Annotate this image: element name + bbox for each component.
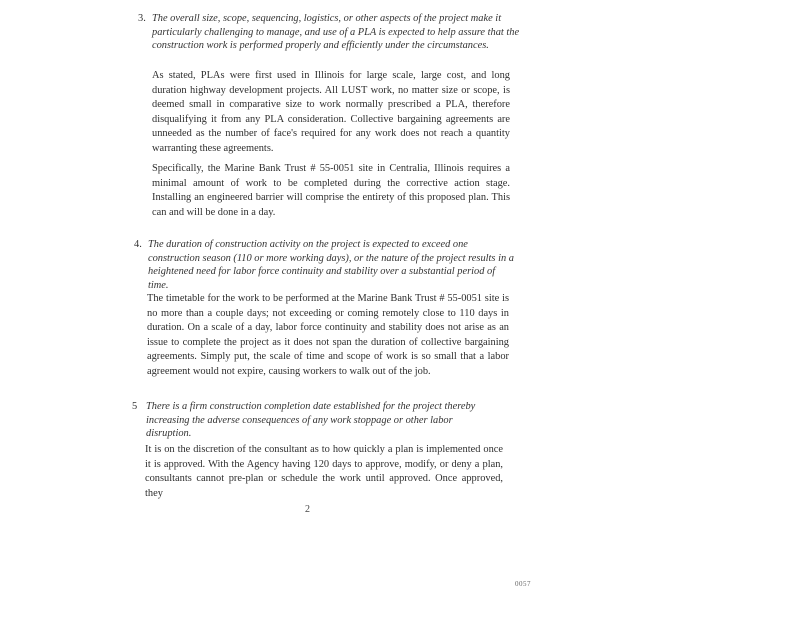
- body-paragraph: As stated, PLAs were first used in Illinois for large scale, large cost, and long duration highway development projects. All LUST work, no matter size or scope, is deemed small in comparative size to work normally prescribed a PLA, therefore disqualifying it from any PLA consideration. Collective bargaining agreements are unneeded as the number of face's required for any work does not reach a quantity warranting these agreements.: [152, 70, 510, 154]
- criterion-item-4: [134, 238, 524, 291]
- item-text: There is a firm construction completion date established for the project thereby increasing the adverse consequences of any work stoppage or other labor disruption.: [146, 401, 476, 440]
- item-text: The duration of construction activity on the project is expected to exceed one construction season (110 or more working days), or the nature of the project results in a heightened need for labor force continuity and stability over a substantial period of time.: [148, 239, 514, 291]
- item-text: The overall size, scope, sequencing, logistics, or other aspects of the project make it particularly challenging to manage, and use of a PLA is expected to help assure that the construction work is performed properly and efficiently under the circumstances.: [152, 13, 520, 52]
- body-paragraph: Specifically, the Marine Bank Trust # 55-0051 site in Centralia, Illinois requires a minimal amount of work to be completed during the corrective action stage. Installing an engineered barrier will comprise the entirety of this proposed plan. This can and will be done in a day.: [152, 163, 510, 218]
- body-paragraph: It is on the discretion of the consultant as to how quickly a plan is implemented once it is approved. With the Agency having 120 days to approve, modify, or deny a plan, consultants cannot pre-plan or schedule the work until approved. Once approved, they: [145, 444, 503, 499]
- criterion-item-3: [138, 12, 528, 56]
- page-number: 2: [305, 504, 310, 515]
- criterion-item-5: [132, 400, 522, 440]
- body-paragraph: The timetable for the work to be performed at the Marine Bank Trust # 55-0051 site is no more than a couple days; not exceeding or coming remotely close to 110 days in duration. On a scale of a day, labor force continuity and stability does not arise as an issue to complete the project as it does not span the duration of collective bargaining agreements. Simply put, the scale of time and scope of work is so small that a labor agreement would not expire, causing workers to walk out of the job.: [147, 293, 509, 377]
- item-number: 3.: [138, 13, 146, 24]
- item-number: 4.: [134, 239, 142, 250]
- item-number: 5: [132, 401, 138, 412]
- bates-stamp: 0057: [515, 580, 531, 588]
